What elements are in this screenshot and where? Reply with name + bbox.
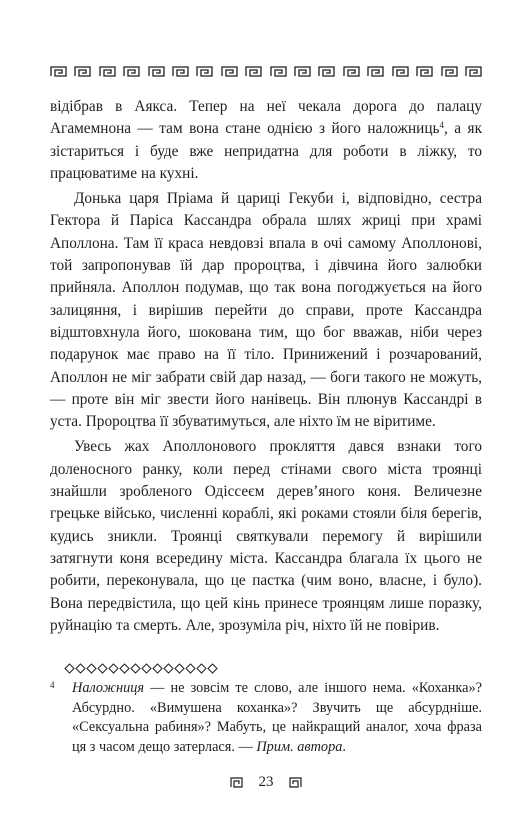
greek-key-icon [416, 66, 433, 77]
footnote-end: . [342, 738, 346, 755]
footnote-term: Наложниця [72, 680, 145, 696]
footnote-separator [64, 663, 224, 674]
greek-key-right-icon [289, 777, 302, 788]
diamond-icon [97, 663, 108, 674]
greek-key-icon [441, 66, 458, 77]
diamond-icon [174, 663, 185, 674]
diamond-icon [130, 663, 141, 674]
diamond-icon [196, 663, 207, 674]
greek-key-icon [367, 66, 384, 77]
greek-key-icon [74, 66, 91, 77]
top-greek-key-border [50, 66, 482, 77]
footnote [50, 679, 482, 757]
greek-key-icon [99, 66, 116, 77]
footnote-attribution: Прим. автора [256, 738, 343, 755]
greek-key-icon [50, 66, 67, 77]
greek-key-icon [392, 66, 409, 77]
paragraph-1-text-a: відібрав в Аякса. Тепер на неї чекала дорога до палацу Агамемнона — там вона стане однією з його наложниць [50, 98, 482, 138]
diamond-icon [119, 663, 130, 674]
paragraph-1 [50, 96, 482, 185]
footnote-body: — не зовсім те слово, але іншого нема. «Коханка»? Абсурдно. «Вимушена коханка»? Звучить ще абсурдніше. «Сексуальна рабиня»? Мабуть, це найкращий аналог, хоча фраза ця з часом дещо затерлася. — [72, 680, 482, 755]
diamond-icon [75, 663, 86, 674]
paragraph-3: Увесь жах Аполлонового прокляття дався взнаки того доленосного ранку, коли перед стінами свого міста троянці знайшли зробленого Одіссеєм дерев’яного коня. Величезне грецьке військо, численні кораблі, які роками стояли біля берегів, кудись зникли. Троянці святкували перемогу й вирішили затягнути коня всередину міста. Кассандра благала їх цього не робити, переконувала, що це пастка (чим воно, власне, і було). Вона передвістила, що цей кінь принесе троянцям лише поразку, руйнацію та смерть. Але, зрозуміла річ, ніхто їй не повірив. [50, 438, 482, 634]
diamond-icon [152, 663, 163, 674]
page-number: 23 [258, 774, 274, 790]
diamond-icon [64, 663, 75, 674]
greek-key-icon [294, 66, 311, 77]
greek-key-icon [270, 66, 287, 77]
diamond-icon [86, 663, 97, 674]
paragraph-1-text-b: , а як зістариться і буде вже непридатна для роботи в ліжку, то працюватиме на кухні. [50, 120, 482, 182]
diamond-icon [108, 663, 119, 674]
greek-key-icon [196, 66, 213, 77]
greek-key-icon [318, 66, 335, 77]
greek-key-icon [245, 66, 262, 77]
footnote-text [72, 679, 482, 757]
diamond-icon [185, 663, 196, 674]
greek-key-icon [221, 66, 238, 77]
greek-key-icon [148, 66, 165, 77]
page-number-block [230, 773, 302, 791]
paragraph-2: Донька царя Пріама й цариці Гекуби і, відповідно, сестра Гектора й Паріса Кассандра обрала шлях жриці при храмі Аполлона. Там її краса невдовзі впала в очі самому Аполлонові, той запропонував їй дар пророцтва, і дівчина його залюбки прийняла. Аполлон подумав, що так вона погоджується на його залицяння, і вирішив перейти до справи, проте Кассандра відштовхнула його, шокована тим, що бог вважав, ніби через подарунок має право на її тіло. Принижений і розчарований, Аполлон не міг забрати свій дар назад, — боги такого не можуть, — проте він міг звести його нанівець. Він плюнув Кассандрі в уста. Пророцтва її збуватимуться, але ніхто їм не віритиме. [50, 190, 482, 431]
greek-key-icon [343, 66, 360, 77]
greek-key-icon [123, 66, 140, 77]
greek-key-icon [172, 66, 189, 77]
diamond-icon [163, 663, 174, 674]
diamond-icon [141, 663, 152, 674]
footnote-number: 4 [50, 680, 55, 690]
diamond-icon [207, 663, 218, 674]
footnote-marker[interactable]: 4 [439, 120, 444, 131]
greek-key-icon [465, 66, 482, 77]
main-text [50, 96, 482, 637]
greek-key-left-icon [230, 777, 243, 788]
